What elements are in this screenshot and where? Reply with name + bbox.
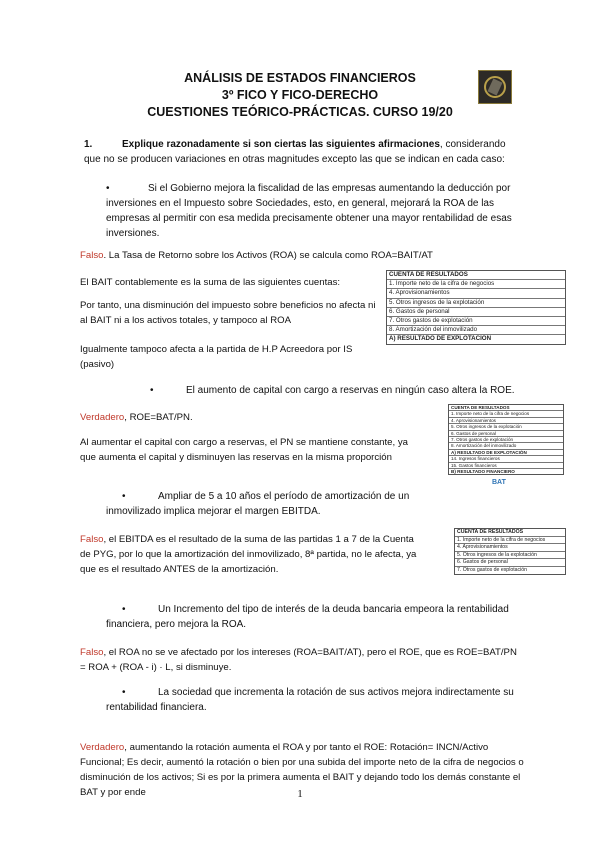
statement-2 [150, 383, 530, 398]
statement-text: El aumento de capital con cargo a reservas en ningún caso altera la ROE. [186, 385, 515, 396]
bullet-icon: • [122, 491, 126, 502]
doc-title-line3: CUESTIONES TEÓRICO-PRÁCTICAS. CURSO 19/20 [147, 105, 453, 119]
answer-4 [80, 645, 525, 675]
verdict-label: Falso [80, 250, 104, 261]
statement-3 [106, 489, 426, 519]
doc-title-line2: 3º FICO Y FICO-DERECHO [221, 88, 379, 102]
question-rest-text: , considerando que no se producen variaciones en otras magnitudes excepto las que se indican en cada caso: [84, 139, 506, 165]
answer-2 [80, 410, 400, 425]
table-row: 8. Amortización del inmovilizado [387, 326, 565, 335]
table-footer: A) RESULTADO DE EXPLOTACIÓN [389, 335, 492, 343]
table-row: 1. Importe neto de la cifra de negocios [449, 411, 563, 417]
answer-text: , ROE=BAT/PN. [124, 412, 193, 423]
statement-text: Un Incremento del tipo de interés de la deuda bancaria empeora la rentabilidad financiera, pero mejora la ROA. [106, 604, 509, 630]
table-row: 4. Aprovisionamientos [455, 544, 565, 552]
table-header: CUENTA DE RESULTADOS [387, 271, 565, 280]
table-row: 7. Otros gastos de explotación [449, 437, 563, 443]
university-logo [478, 70, 512, 104]
bullet-icon: • [106, 183, 110, 194]
question-number: 1. [84, 139, 93, 150]
table-row: 1. Importe neto de la cifra de negocios [455, 537, 565, 545]
table-row: 7. Otros gastos de explotación [457, 566, 528, 573]
income-statement-table-1 [386, 270, 566, 345]
income-statement-table-2 [448, 404, 564, 475]
table-row: 5. Otros ingresos de la explotación [449, 424, 563, 430]
table-row: 6. Gastos de personal [449, 431, 563, 437]
verdict-label: Verdadero [80, 742, 125, 753]
table-row: 5. Otros ingresos de la explotación [455, 552, 565, 560]
statement-text: Si el Gobierno mejora la fiscalidad de las empresas aumentando la deducción por inversiones en el Impuesto sobre Sociedades, esto, en general, mejorará la ROA de las empresas al permitir con esa medida precisamente obtener una mayor rentabilidad de esas inversiones. [106, 183, 512, 239]
bullet-icon: • [122, 604, 126, 615]
table-row: 15. Gastos financieros [449, 463, 563, 469]
doc-title-line1: ANÁLISIS DE ESTADOS FINANCIEROS [184, 71, 416, 85]
table-row: A) RESULTADO DE EXPLOTACIÓN [449, 450, 563, 456]
page-number: 1 [297, 788, 303, 800]
question-1 [84, 137, 514, 167]
statement-1 [106, 181, 516, 241]
verdict-label: Falso [80, 534, 104, 545]
verdict-label: Falso [80, 647, 104, 658]
table-row: 4. Aprovisionamientos [449, 418, 563, 424]
table-row: 7. Otros gastos de explotación [387, 317, 565, 326]
answer-1-extra-1: El BAIT contablemente es la suma de las siguientes cuentas: [80, 277, 341, 288]
table-row: 4. Aprovisionamientos [387, 289, 565, 298]
answer-2-extra-1: Al aumentar el capital con cargo a reservas, el PN se mantiene constante, ya que aumenta el capital y disminuyen las reservas en la misma proporción [80, 437, 408, 463]
table-row: 14. Ingresos financieros [449, 456, 563, 462]
table-header: CUENTA DE RESULTADOS [455, 529, 565, 537]
answer-1-extra-3: Igualmente tampoco afecta a la partida de H.P Acreedora por IS (pasivo) [80, 344, 353, 370]
table-row: 1. Importe neto de la cifra de negocios [387, 280, 565, 289]
question-bold-text: Explique razonadamente si son ciertas las siguientes afirmaciones [122, 139, 440, 150]
answer-text: , el ROA no se ve afectado por los intereses (ROA=BAIT/AT), pero el ROE, que es ROE=BAT/PN = ROA + (ROA - i) · L, si disminuye. [80, 647, 517, 673]
verdict-label: Verdadero [80, 412, 125, 423]
bat-caption: BAT [492, 479, 506, 486]
answer-1 [80, 248, 520, 263]
table-row: 8. Amortización del inmovilizado [449, 443, 563, 449]
table-row: 5. Otros ingresos de la explotación [387, 299, 565, 308]
statement-text: La sociedad que incrementa la rotación de sus activos mejora indirectamente su rentabilidad financiera. [106, 687, 514, 713]
statement-4 [106, 602, 516, 632]
table-row: 6. Gastos de personal [455, 559, 565, 567]
answer-3 [80, 532, 418, 577]
table-row: 6. Gastos de personal [387, 308, 565, 317]
statement-text: Ampliar de 5 a 10 años el período de amortización de un inmovilizado implica mejorar el margen EBITDA. [106, 491, 410, 517]
table-header: CUENTA DE RESULTADOS [449, 405, 563, 411]
answer-1-extra-2: Por tanto, una disminución del impuesto sobre beneficios no afecta ni al BAIT ni a los activos totales, y tampoco al ROA [80, 300, 376, 326]
answer-text: , aumentando la rotación aumenta el ROA y por tanto el ROE: Rotación= INCN/Activo Funcional; Es decir, aumentó la rotación o bien por una subida del importe neto de la cifra de negocios o disminución de los activos; Si es por la primera aumenta el BAIT y dejando todo los demás constante el BAT y por ende [80, 742, 524, 798]
answer-text: , el EBITDA es el resultado de la suma de las partidas 1 a 7 de la Cuenta de PYG, por lo que la amortización del inmovilizado, 8ª partida, no le afecta, ya que es el resultado ANTES de la amortización. [80, 534, 417, 575]
table-footer: B) RESULTADO FINANCIERO [451, 469, 515, 475]
income-statement-table-3 [454, 528, 566, 575]
answer-text: . La Tasa de Retorno sobre los Activos (ROA) se calcula como ROA=BAIT/AT [103, 250, 433, 261]
bullet-icon: • [150, 385, 154, 396]
bullet-icon: • [122, 687, 126, 698]
statement-5 [106, 685, 526, 715]
